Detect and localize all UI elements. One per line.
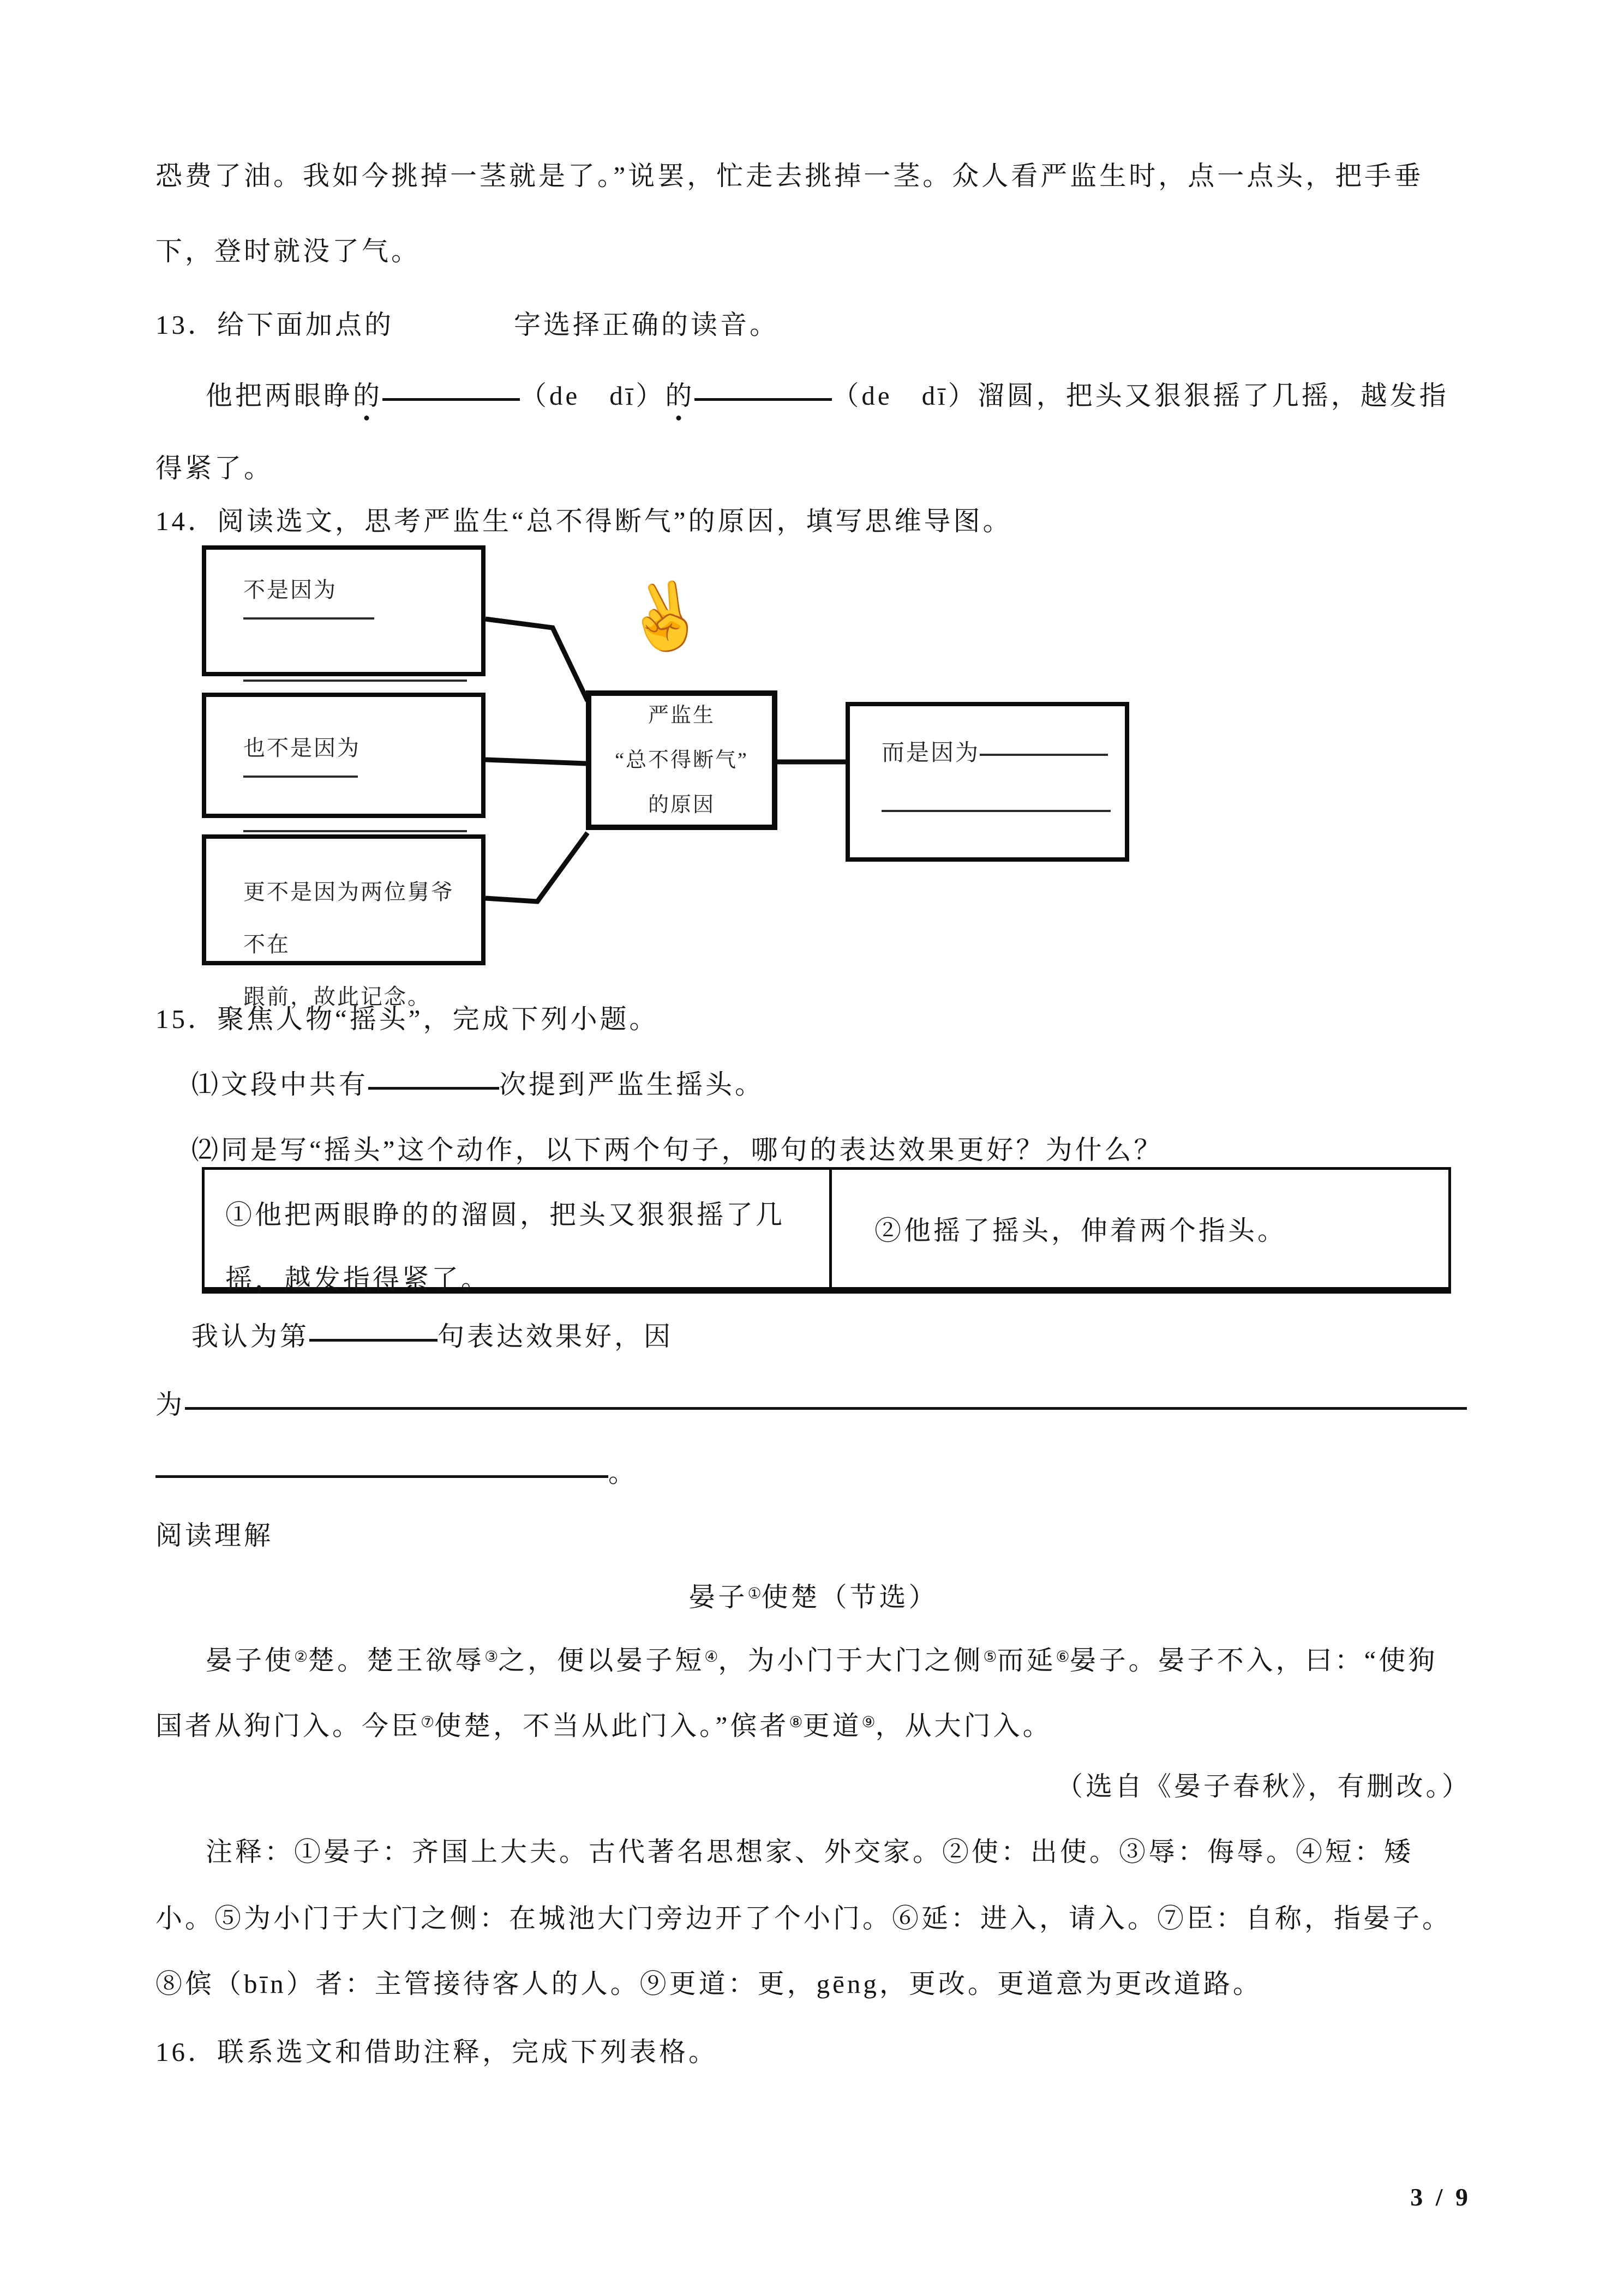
victory-hand-icon: ✌ bbox=[614, 570, 716, 664]
passage-note-ref-4: ④ bbox=[704, 1649, 718, 1666]
diagram-box-not-because bbox=[202, 545, 486, 676]
box1-blank bbox=[243, 617, 374, 620]
rightbox-blank bbox=[980, 754, 1108, 756]
q13-seg2: 溜圆，把头又狠狠摇了几摇，越发指 bbox=[977, 381, 1449, 411]
reading-title bbox=[155, 1577, 1471, 1614]
q13-sentence-line1 bbox=[155, 379, 1521, 413]
box2-line bbox=[243, 731, 466, 788]
q13-stem bbox=[155, 308, 1471, 342]
passage-seg: 更道 bbox=[802, 1711, 862, 1741]
q13-pinyin-1: （de dī） bbox=[520, 381, 666, 411]
rightbox-label: 而是因为 bbox=[882, 741, 980, 766]
q15-answer-line2 bbox=[155, 1388, 1471, 1422]
table-cell-sentence-2 bbox=[832, 1170, 1448, 1287]
table-cell-sentence-2-text: ②他摇了摇头，伸着两个指头。 bbox=[874, 1215, 1287, 1246]
box3-line2: 跟前，故此记念。 bbox=[243, 984, 431, 1009]
intro-line-1: 恐费了油。我如今挑掉一茎就是了。”说罢，忙走去挑掉一茎。众人看严监生时，点一点头，把手垂 bbox=[155, 161, 1424, 191]
q15-sub2: ⑵同是写“摇头”这个动作，以下两个句子，哪句的表达效果更好？为什么？ bbox=[191, 1135, 1164, 1165]
intro-line-2: 下，登时就没了气。 bbox=[155, 236, 421, 266]
q13-dotted-char-1: 的 bbox=[353, 379, 382, 413]
reading-title-sup: ① bbox=[747, 1585, 762, 1602]
box1-blank-line2 bbox=[243, 680, 467, 682]
q15-answer-prefix: 我认为第 bbox=[191, 1321, 310, 1351]
box1-line bbox=[243, 573, 466, 629]
table-cell-sentence-1-text: ①他把两眼睁的的溜圆，把头又狠狠摇了几摇，越发指得紧了。 bbox=[225, 1200, 786, 1294]
reading-title-seg2: 使楚（节选） bbox=[761, 1582, 938, 1612]
page-number: 3 / 9 bbox=[1410, 2183, 1471, 2211]
diagram-box-but-because bbox=[846, 702, 1129, 862]
passage-seg: 晏子。晏子不入，曰：“使狗 bbox=[1069, 1645, 1438, 1675]
q15-answer-line3 bbox=[155, 1456, 1471, 1490]
q15-sub1-blank bbox=[368, 1087, 499, 1090]
reading-note-line1: 注释：①晏子：齐国上大夫。古代著名思想家、外交家。②使：出使。③辱：侮辱。④短：矮 bbox=[206, 1837, 1414, 1867]
connector-box3-center bbox=[486, 833, 588, 901]
box3-line1: 更不是因为两位舅爷不在 bbox=[243, 880, 454, 957]
passage-seg: 而延 bbox=[997, 1645, 1056, 1675]
q15-answer-line1 bbox=[155, 1320, 1507, 1354]
mind-map-diagram bbox=[155, 537, 1470, 1009]
passage-note-ref-8: ⑧ bbox=[789, 1714, 803, 1731]
passage-note-ref-5: ⑤ bbox=[983, 1649, 997, 1666]
reading-attribution: （选自《晏子春秋》，有删改。） bbox=[1056, 1771, 1471, 1801]
reading-title-seg: 晏子 bbox=[688, 1582, 748, 1612]
table-cell-sentence-1 bbox=[205, 1170, 832, 1294]
center-line1: 严监生 bbox=[648, 704, 715, 727]
rightbox-blank-line2 bbox=[882, 810, 1111, 812]
q15-sub1 bbox=[155, 1068, 1507, 1102]
q13-pinyin-2: （de dī） bbox=[832, 381, 978, 411]
q15-answer-long-blank bbox=[185, 1407, 1467, 1410]
q15-sub1-prefix: ⑴文段中共有 bbox=[191, 1069, 369, 1099]
q13-sentence-line2: 得紧了。 bbox=[155, 453, 274, 483]
reading-passage-line1 bbox=[155, 1640, 1521, 1678]
box2-label: 也不是因为 bbox=[243, 736, 361, 760]
rightbox-line bbox=[882, 735, 1110, 767]
diagram-center-box bbox=[586, 690, 777, 830]
connector-box2-center bbox=[486, 760, 586, 764]
q13-stem-suffix: 字选择正确的读音。 bbox=[514, 310, 780, 340]
q16-stem: 16．联系选文和借助注释，完成下列表格。 bbox=[155, 2037, 718, 2067]
q13-dotted-char-2: 的 bbox=[665, 379, 694, 413]
q15-sub1-suffix: 次提到严监生摇头。 bbox=[499, 1069, 765, 1099]
reading-section-heading: 阅读理解 bbox=[155, 1520, 274, 1550]
q14-stem: 14．阅读选文，思考严监生“总不得断气”的原因，填写思维导图。 bbox=[155, 506, 1012, 536]
reading-note-line2: 小。⑤为小门于大门之侧：在城池大门旁边开了个小门。⑥延：进入，请入。⑦臣：自称，指晏子。 bbox=[155, 1903, 1452, 1933]
q15-stem: 15．聚焦人物“摇头”，完成下列小题。 bbox=[155, 1004, 659, 1034]
q15-answer-blank bbox=[309, 1339, 438, 1342]
passage-note-ref-2: ② bbox=[294, 1649, 308, 1666]
reading-passage-line2 bbox=[155, 1706, 1471, 1743]
connector-box1-center bbox=[486, 619, 588, 701]
q13-blank-2 bbox=[694, 398, 832, 401]
center-line3: 的原因 bbox=[648, 794, 715, 816]
box2-blank-line2 bbox=[243, 830, 467, 832]
q15-answer-mid: 句表达效果好，因 bbox=[438, 1321, 674, 1351]
passage-seg: 之，便以晏子短 bbox=[498, 1645, 705, 1675]
reading-note-line3: ⑧傧（bīn）者：主管接待客人的人。⑨更道：更，gēng，更改。更道意为更改道路。 bbox=[155, 1969, 1262, 1999]
q15-answer-wei: 为 bbox=[155, 1390, 185, 1420]
passage-note-ref-7: ⑦ bbox=[421, 1714, 435, 1731]
q13-stem-prefix: 13．给下面加点的 bbox=[155, 310, 394, 340]
q15-answer-period: 。 bbox=[608, 1458, 638, 1488]
center-line2: “总不得断气” bbox=[615, 749, 748, 772]
q15-comparison-table bbox=[202, 1167, 1451, 1294]
box1-label: 不是因为 bbox=[243, 578, 337, 602]
passage-seg: 晏子使 bbox=[206, 1645, 295, 1675]
passage-note-ref-3: ③ bbox=[484, 1649, 499, 1666]
passage-seg: 国者从狗门入。今臣 bbox=[155, 1711, 421, 1741]
box2-blank bbox=[243, 776, 358, 778]
q15-answer-short-blank bbox=[155, 1475, 608, 1478]
diagram-box-even-not-because bbox=[202, 834, 486, 1009]
passage-seg: ，为小门于大门之侧 bbox=[718, 1645, 984, 1675]
q13-blank-1 bbox=[382, 398, 520, 401]
passage-seg: ，从大门入。 bbox=[875, 1711, 1052, 1741]
passage-seg: 使楚，不当从此门入。”傧者 bbox=[434, 1711, 789, 1741]
passage-seg: 楚。楚王欲辱 bbox=[308, 1645, 485, 1675]
passage-note-ref-6: ⑥ bbox=[1056, 1649, 1070, 1666]
q13-seg1: 他把两眼睁 bbox=[206, 381, 353, 411]
passage-note-ref-9: ⑨ bbox=[861, 1714, 876, 1731]
diagram-box-also-not-because bbox=[202, 693, 486, 818]
